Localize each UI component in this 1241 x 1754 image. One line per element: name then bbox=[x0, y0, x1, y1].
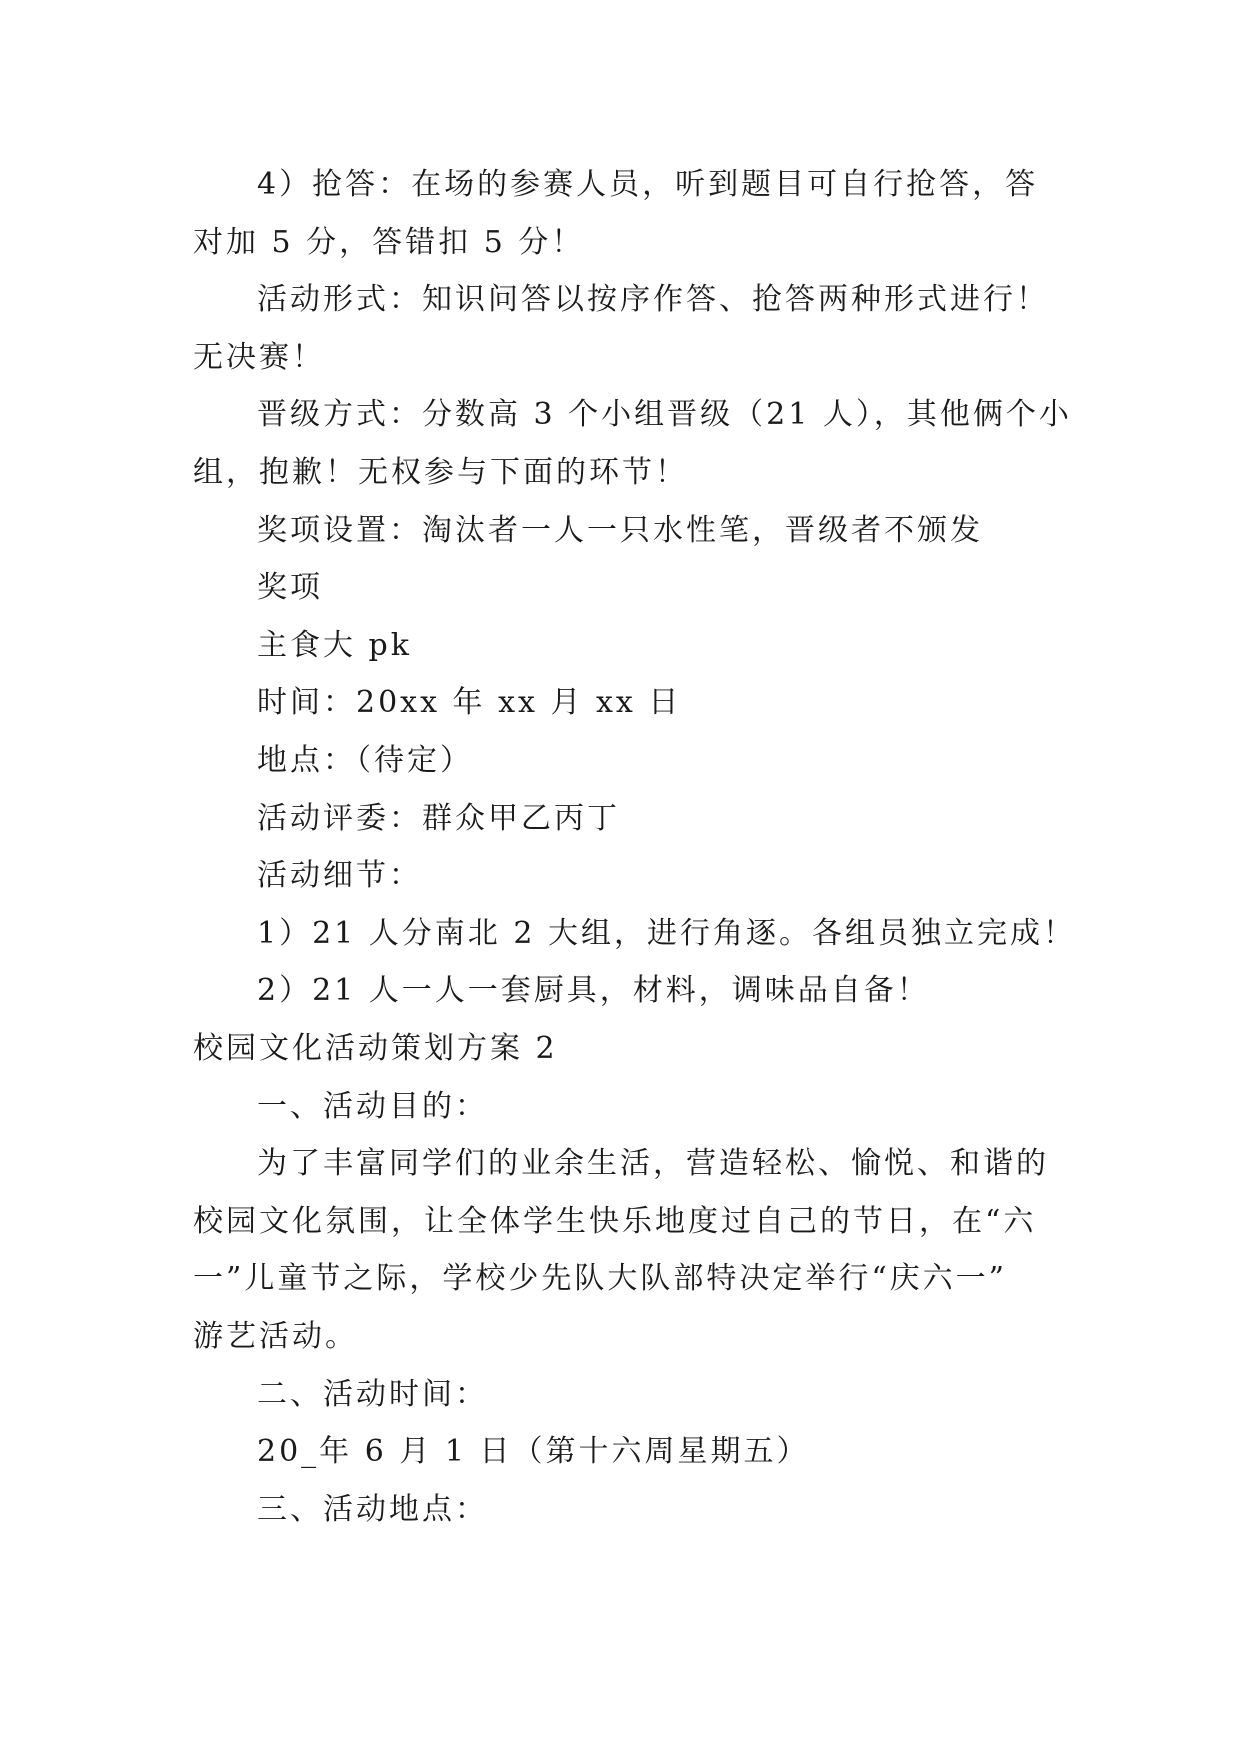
paragraph-line: 时间：20xx 年 xx 月 xx 日 bbox=[257, 685, 682, 720]
section-heading: 三、活动地点： bbox=[257, 1492, 488, 1527]
paragraph-line: 主食大 pk bbox=[257, 628, 412, 663]
section-heading: 二、活动时间： bbox=[257, 1377, 488, 1412]
paragraph-line: 对加 5 分，答错扣 5 分！ bbox=[193, 225, 585, 260]
section-title: 校园文化活动策划方案 2 bbox=[193, 1031, 558, 1066]
section-heading: 一、活动目的： bbox=[257, 1089, 488, 1124]
paragraph-line: 20_年 6 月 1 日（第十六周星期五） bbox=[257, 1434, 810, 1469]
paragraph-line: 4）抢答：在场的参赛人员，听到题目可自行抢答，答 bbox=[257, 167, 1039, 202]
paragraph-line: 组，抱歉！无权参与下面的环节！ bbox=[193, 455, 688, 490]
paragraph-line: 1）21 人分南北 2 大组，进行角逐。各组员独立完成！ bbox=[257, 916, 1076, 951]
paragraph-line: 为了丰富同学们的业余生活，营造轻松、愉悦、和谐的 bbox=[257, 1146, 1049, 1181]
paragraph-line: 地点：（待定） bbox=[257, 743, 473, 778]
paragraph-line: 校园文化氛围，让全体学生快乐地度过自己的节日，在“六 bbox=[193, 1204, 1037, 1239]
paragraph-line: 2）21 人一人一套厨具，材料，调味品自备！ bbox=[257, 973, 930, 1008]
paragraph-line: 无决赛！ bbox=[193, 340, 325, 375]
paragraph-line: 晋级方式：分数高 3 个小组晋级（21 人），其他俩个小 bbox=[257, 397, 1072, 432]
paragraph-line: 活动评委：群众甲乙丙丁 bbox=[257, 801, 620, 836]
paragraph-line: 一”儿童节之际，学校少先队大队部特决定举行“庆六一” bbox=[193, 1261, 1008, 1296]
paragraph-line: 奖项设置：淘汰者一人一只水性笔，晋级者不颁发 bbox=[257, 513, 983, 548]
paragraph-line: 活动细节： bbox=[257, 858, 422, 893]
paragraph-line: 奖项 bbox=[257, 570, 323, 605]
paragraph-line: 活动形式：知识问答以按序作答、抢答两种形式进行！ bbox=[257, 282, 1049, 317]
paragraph-line: 游艺活动。 bbox=[193, 1319, 358, 1354]
